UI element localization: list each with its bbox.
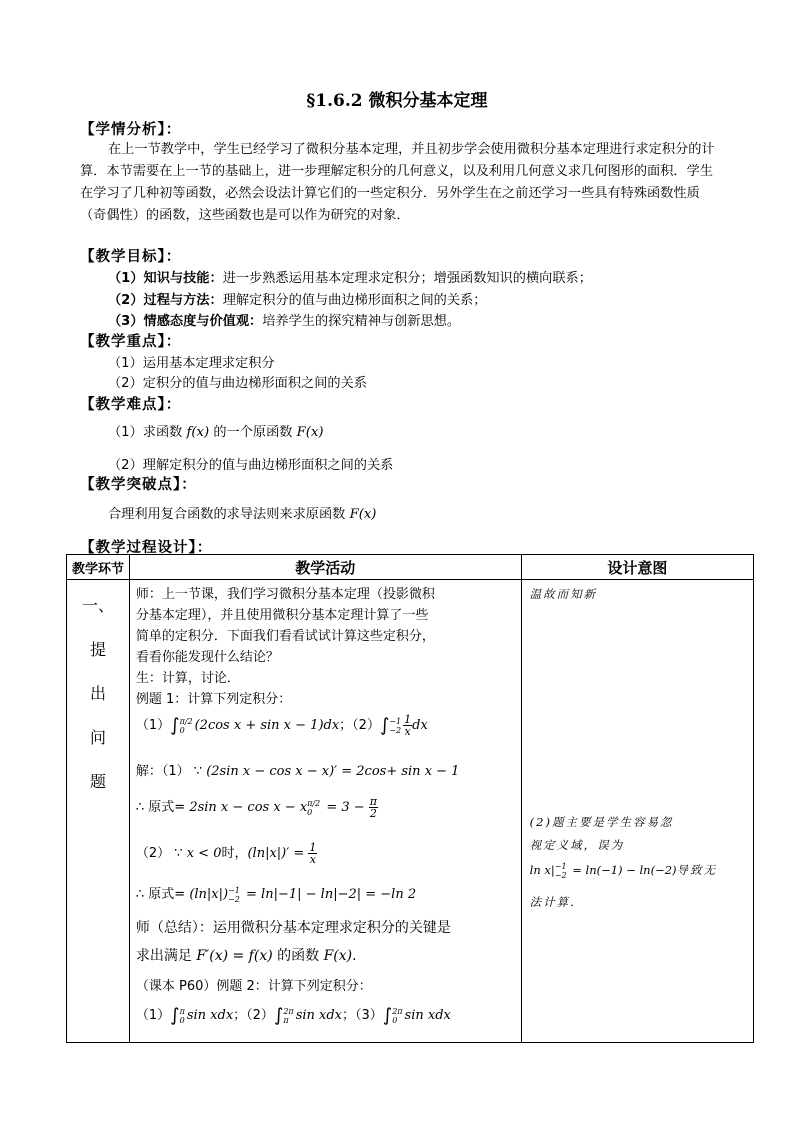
stage-label bbox=[67, 580, 129, 804]
ex1-a-label: （1） bbox=[135, 718, 171, 733]
example-2-heading: （课本 P60）例题 2：计算下列定积分： bbox=[135, 979, 372, 994]
breakthrough-text-main: 合理利用复合函数的求导法则来求原函数 bbox=[108, 507, 350, 522]
intent-limits: −1 −2 bbox=[554, 862, 567, 880]
analysis-text: 在上一节教学中，学生已经学习了微积分基本定理，并且初步学会使用微积分基本定理进行求定积分的计算．本节需要在上一节的基础上，进一步理解定积分的几何意义，以及利用几何意义求几何图形的面积．学生在学习了几种初等函数，必然会设法计算它们的一些定积分．另外学生在之前还学习一些具有特殊函数性质（奇偶性）的函数，这些函数也是可以作为研究的对象． bbox=[80, 142, 715, 223]
difficulty-1-pre: （1）求函数 bbox=[108, 425, 187, 440]
goal-2-text: 理解定积分的值与曲边梯形面积之间的关系； bbox=[222, 293, 487, 308]
summary-line-1: 师（总结）：运用微积分基本定理求定积分的关键是 bbox=[135, 920, 451, 936]
example-1-integrals bbox=[136, 714, 428, 737]
analysis-paragraph bbox=[80, 139, 720, 227]
goal-2 bbox=[108, 289, 486, 308]
intent-line-4: ln x| −1 −2 = ln(−1) − ln(−2)导致无 bbox=[529, 862, 717, 880]
difficulty-1 bbox=[108, 421, 324, 440]
key-point-1: （1）运用基本定理求定积分 bbox=[108, 356, 275, 371]
sol-2-limits: π/2 0 bbox=[307, 798, 321, 817]
difficulty-1-F: F(x) bbox=[296, 425, 324, 440]
ex1-b-dx: dx bbox=[412, 718, 428, 733]
difficulty-1-f: f(x) bbox=[186, 425, 210, 440]
activity-line-2: 分基本定理），并且使用微积分基本定理计算了一些 bbox=[135, 608, 429, 623]
process-heading: 【教学过程设计】： bbox=[80, 540, 213, 556]
goal-1-text: 进一步熟悉运用基本定理求定积分；增强函数知识的横向联系； bbox=[222, 271, 592, 286]
goals-heading: 【教学目标】： bbox=[80, 249, 182, 265]
header-activity: 教学活动 bbox=[129, 555, 521, 580]
ex1-a-integrand: (2cos x + sin x − 1)dx bbox=[194, 718, 340, 733]
sol-4-limits: −1 −2 bbox=[228, 885, 240, 904]
difficulty-heading: 【教学难点】： bbox=[80, 397, 182, 413]
goal-3-label: （3）情感态度与价值观： bbox=[108, 314, 263, 329]
ex2-1-limits: π 0 bbox=[179, 1006, 185, 1025]
intent-line-3: 视定义域，误为 bbox=[529, 838, 625, 852]
solution-line-3: （2） ∵ x < 0时，(ln|x|)′ = $\frac{1}{x}$ bbox=[135, 841, 317, 866]
solution-line-4: ∴ 原式= (ln|x|) −1 −2 = ln|−1| − ln|−2| = −ln 2 bbox=[135, 885, 417, 904]
activity-line-5: 生：计算，讨论． bbox=[135, 671, 240, 686]
stage-char-3: 出 bbox=[89, 684, 106, 703]
activity-line-6: 例题 1：计算下列定积分： bbox=[135, 692, 292, 707]
difficulty-2: （2）理解定积分的值与曲边梯形面积之间的关系 bbox=[108, 458, 394, 473]
intent-cell bbox=[521, 580, 753, 1043]
stage-char-2: 提 bbox=[89, 640, 106, 659]
integral-sign: ∫ bbox=[170, 715, 180, 736]
integral-sign: ∫ bbox=[273, 1005, 284, 1026]
example-2-integrals: （1）∫ π 0 sin xdx；（2）∫ 2π π sin xdx；（3）∫ 2π 0 sin xdx bbox=[135, 1005, 451, 1026]
activity-cell bbox=[129, 580, 521, 1043]
ex1-a-limits: π/2 0 bbox=[179, 716, 193, 735]
header-stage: 教学环节 bbox=[67, 555, 130, 580]
ex2-3-limits: 2π 0 bbox=[392, 1006, 403, 1025]
solution-line-1: 解：（1） ∵ (2sin x − cos x − x)′ = 2cos+ sin x − 1 bbox=[135, 764, 460, 779]
process-table bbox=[66, 554, 754, 1043]
ex1-b-limits: −1 −2 bbox=[389, 716, 402, 735]
sol-3-fraction: $\frac{1}{x}$ bbox=[309, 841, 317, 866]
goal-3 bbox=[108, 310, 460, 329]
ex1-b-fraction: $\frac{1}{x}$ bbox=[404, 713, 412, 738]
stage-char-5: 题 bbox=[89, 772, 106, 791]
ex1-separator: ；（2） bbox=[339, 718, 380, 733]
activity-line-1: 师：上一节课，我们学习微积分基本定理（投影微积 bbox=[135, 587, 435, 602]
goal-2-label: （2）过程与方法： bbox=[108, 293, 223, 308]
table-row bbox=[67, 580, 754, 1043]
summary-line-2: 求出满足 F′(x) = f(x) 的函数 F(x)． bbox=[135, 948, 367, 964]
key-point-2: （2）定积分的值与曲边梯形面积之间的关系 bbox=[108, 376, 367, 391]
sol-2-fraction: $\frac{\pi}{2}$ bbox=[369, 795, 378, 820]
goal-3-text: 培养学生的探究精神与创新思想。 bbox=[262, 314, 461, 329]
solution-line-2: ∴ 原式= 2sin x − cos x − x π/2 0 = 3 − $\frac{\pi}{2}$ bbox=[135, 795, 378, 820]
stage-char-1: 一、 bbox=[81, 596, 114, 615]
breakthrough-heading: 【教学突破点】： bbox=[80, 477, 197, 493]
integral-sign: ∫ bbox=[382, 1005, 393, 1026]
header-intent: 设计意图 bbox=[521, 555, 753, 580]
goal-1 bbox=[108, 267, 592, 286]
key-heading: 【教学重点】： bbox=[80, 334, 182, 350]
stage-cell bbox=[67, 580, 130, 1043]
integral-sign: ∫ bbox=[379, 715, 390, 736]
activity-line-4: 看看你能发现什么结论？ bbox=[135, 650, 279, 665]
activity-line-3: 简单的定积分．下面我们看看试试计算这些定积分， bbox=[135, 629, 435, 644]
page-title: §1.6.2 微积分基本定理 bbox=[306, 91, 488, 111]
intent-line-2: (2)题主要是学生容易忽 bbox=[529, 815, 674, 829]
intent-line-5: 法计算． bbox=[529, 895, 584, 909]
analysis-heading: 【学情分析】： bbox=[80, 122, 182, 138]
breakthrough-text bbox=[108, 503, 376, 522]
table-header-row bbox=[67, 555, 754, 580]
ex2-2-limits: 2π π bbox=[283, 1006, 294, 1025]
intent-line-1: 温故而知新 bbox=[529, 587, 598, 601]
stage-char-4: 问 bbox=[89, 728, 106, 747]
goal-1-label: （1）知识与技能： bbox=[108, 271, 223, 286]
breakthrough-F: F(x) bbox=[349, 507, 377, 522]
integral-sign: ∫ bbox=[170, 1005, 180, 1026]
difficulty-1-mid: 的一个原函数 bbox=[209, 425, 297, 440]
